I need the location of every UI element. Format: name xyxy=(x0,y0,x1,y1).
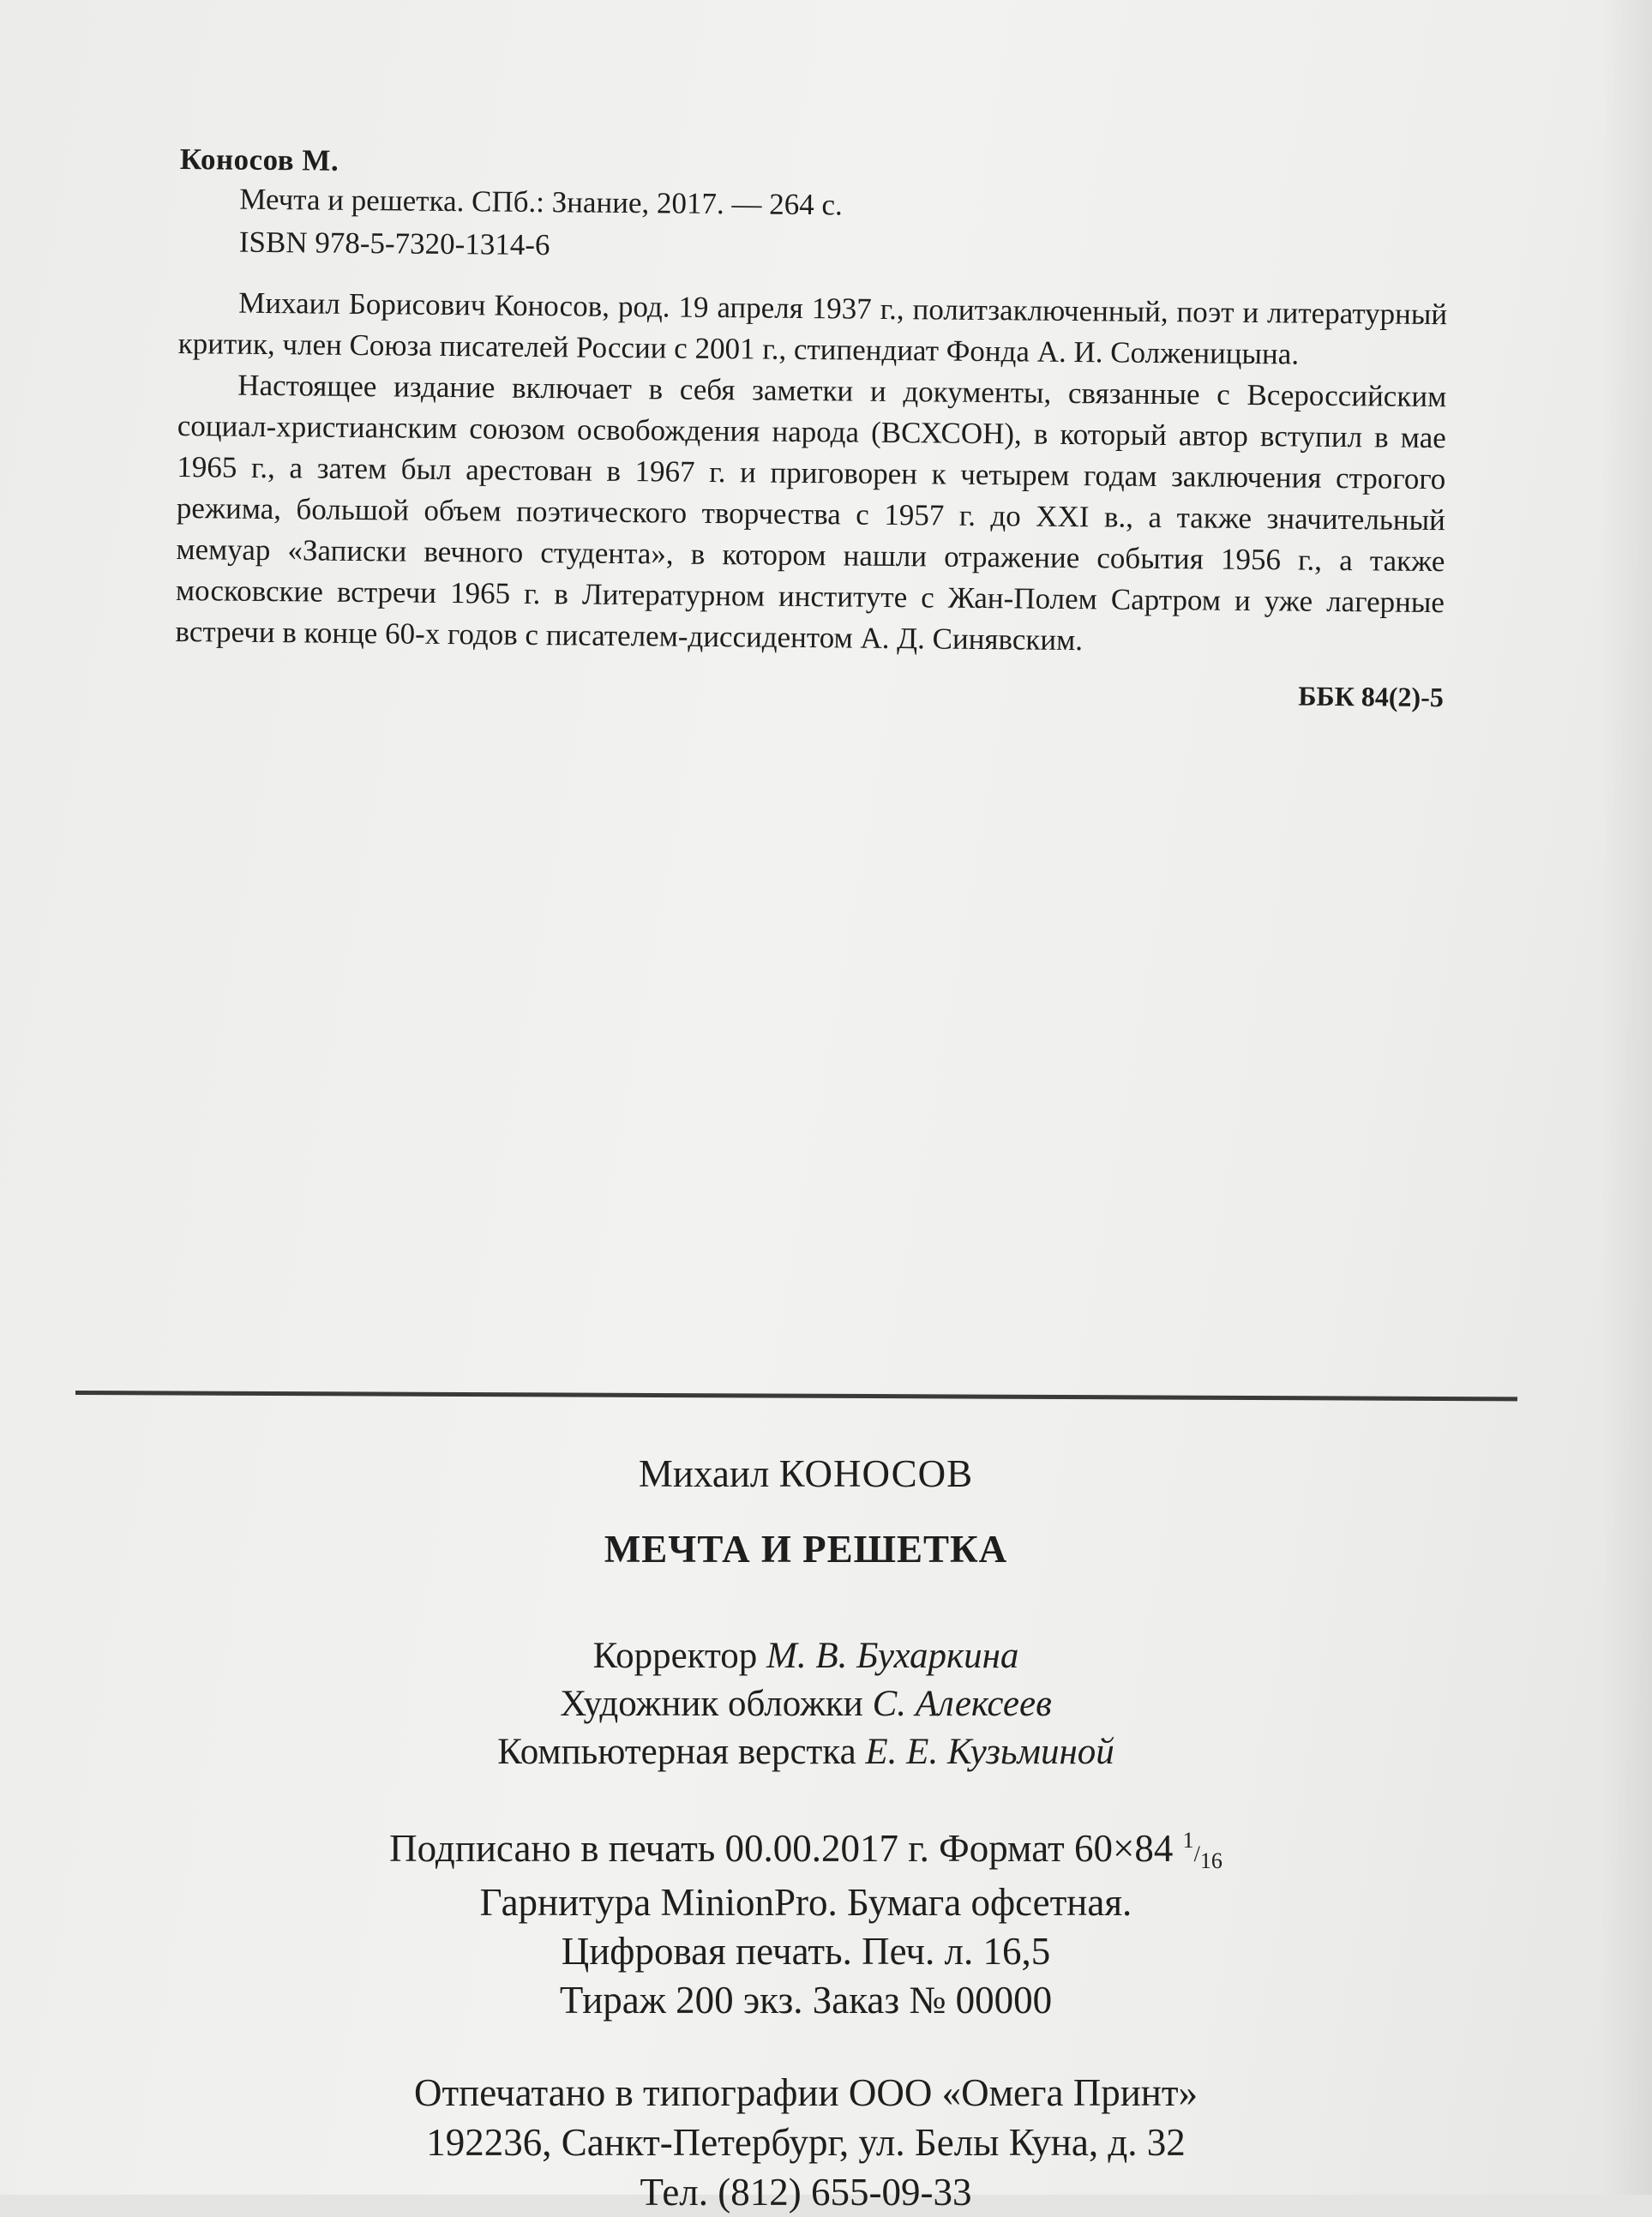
credit-person: М. В. Бухаркина xyxy=(766,1636,1019,1676)
colophon xyxy=(257,1449,1355,2217)
annotation-paragraph: Михаил Борисович Коносов, род. 19 апреля 1937 г., политзаключенный, поэт и литературный критик, член Союза писателей России с 2001 г., стипендиат Фонда А. И. Солженицына. xyxy=(177,285,1448,371)
section-divider xyxy=(75,1391,1517,1401)
annotation xyxy=(175,282,1447,664)
credit-role: Корректор xyxy=(592,1636,758,1676)
credit-line xyxy=(257,1632,1355,1680)
author-first-name: Михаил xyxy=(638,1452,770,1495)
signed-line: Подписано в печать 00.00.2017 г. Формат 60×84 xyxy=(389,1827,1174,1870)
credit-person: Е. Е. Кузьминой xyxy=(865,1732,1114,1772)
credit-person: С. Алексеев xyxy=(872,1684,1052,1724)
author-surname: КОНОСОВ xyxy=(778,1452,974,1495)
bbk-code: ББК 84(2)-5 xyxy=(1298,680,1445,713)
credit-role: Художник обложки xyxy=(560,1684,863,1724)
format-separator: / xyxy=(1193,1841,1200,1866)
format-numerator: 1 xyxy=(1182,1828,1194,1853)
credit-line xyxy=(257,1728,1355,1776)
credit-role: Компьютерная верстка xyxy=(497,1732,856,1772)
font-paper-line: Гарнитура MinionPro. Бумага офсетная. xyxy=(479,1881,1132,1924)
printer-address: 192236, Санкт-Петербург, ул. Белы Куна, д. 32 xyxy=(426,2121,1186,2164)
printer-name: Отпечатано в типографии ООО «Омега Принт» xyxy=(413,2071,1198,2114)
record-imprint: Мечта и решетка. СПб.: Знание, 2017. — 264 с. xyxy=(239,182,843,222)
print-info xyxy=(257,1824,1355,2025)
printer-phone: Тел. (812) 655-09-33 xyxy=(640,2171,972,2214)
record-author: Коносов М. xyxy=(179,141,339,177)
record-isbn: ISBN 978-5-7320-1314-6 xyxy=(238,225,550,262)
print-run-line: Тираж 200 экз. Заказ № 00000 xyxy=(559,1979,1053,2022)
print-type-line: Цифровая печать. Печ. л. 16,5 xyxy=(561,1930,1051,1973)
credits xyxy=(257,1632,1355,1776)
book-author xyxy=(257,1449,1355,1499)
page-edge-shadow xyxy=(1601,0,1652,2195)
book-title: МЕЧТА И РЕШЕТКА xyxy=(604,1528,1008,1571)
credit-line xyxy=(257,1680,1355,1728)
format-fraction xyxy=(1182,1828,1222,1873)
annotation-paragraph: Настоящее издание включает в себя заметки и документы, связанные с Всероссийским социал-христианским союзом освобождения народа (ВСХСОН), в который автор вступил в мае 1965 г., а затем был арестован в 1967 г. и приговорен к четырем годам заключения строгого режима, большой объем поэтического творчества с 1957 г. до XXI в., а также значительный мемуар «Записки вечного студента», в котором нашли отражение события 1956 г., а также московские встречи 1965 г. в Литературном институте с Жан-Полем Сартром и уже лагерные встречи в конце 60-х годов с писателем-диссидентом А. Д. Синявским. xyxy=(175,368,1447,658)
signed-format-line xyxy=(257,1824,1355,1878)
bibliographic-record xyxy=(175,141,1449,713)
format-denominator: 16 xyxy=(1199,1848,1222,1873)
